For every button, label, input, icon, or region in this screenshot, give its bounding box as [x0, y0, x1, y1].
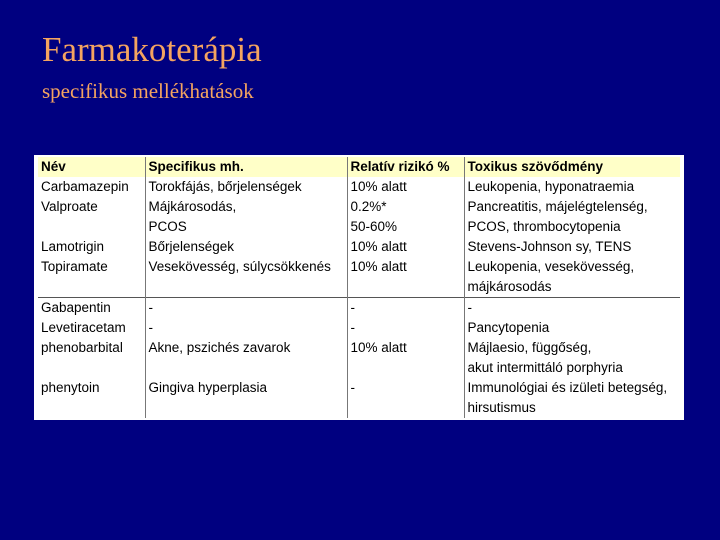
relative-risk: 10% alatt	[350, 179, 407, 194]
relative-risk: 50-60%	[350, 219, 398, 234]
toxic-complication: hirsutismus	[467, 400, 536, 415]
toxic-complication: májkárosodás	[467, 279, 552, 294]
drug-side-effects-table-panel	[34, 155, 684, 420]
header-name: Név	[38, 157, 145, 177]
table-row-group-2	[38, 298, 680, 419]
relative-risk: 0.2%*	[350, 199, 387, 214]
drug-name: Topiramate	[41, 259, 108, 274]
toxic-complication: -	[467, 300, 472, 315]
toxic-complication: Pancreatitis, májelégtelenség,	[467, 199, 648, 214]
toxic-complication: Májlaesio, függőség,	[467, 340, 592, 355]
header-specific-effect: Specifikus mh.	[145, 157, 347, 177]
toxic-complication: Stevens-Johnson sy, TENS	[467, 239, 632, 254]
slide-subtitle: specifikus mellékhatások	[42, 79, 254, 103]
specific-effect-cell	[145, 177, 347, 298]
toxic-complication: Leukopenia, vesekövesség,	[467, 259, 635, 274]
drug-side-effects-table	[38, 157, 680, 418]
specific-effect: Vesekövesség, súlycsökkenés	[148, 259, 331, 274]
slide-title: Farmakoterápia	[42, 30, 262, 69]
toxic-complication: Pancytopenia	[467, 320, 550, 335]
relative-risk-cell	[347, 298, 464, 419]
specific-effect: Májkárosodás,	[148, 199, 237, 214]
drug-name: phenytoin	[41, 380, 100, 395]
drug-name: Carbamazepin	[41, 179, 129, 194]
toxic-complication: PCOS, thrombocytopenia	[467, 219, 621, 234]
drug-name: Levetiracetam	[41, 320, 126, 335]
drug-name: Valproate	[41, 199, 98, 214]
toxic-complication: Leukopenia, hyponatraemia	[467, 179, 635, 194]
toxic-complication-cell	[464, 177, 680, 298]
specific-effect: Gingiva hyperplasia	[148, 380, 268, 395]
drug-name-cell	[38, 298, 145, 419]
specific-effect: Torokfájás, bőrjelenségek	[148, 179, 302, 194]
toxic-complication: Immunológiai és izületi betegség,	[467, 380, 668, 395]
relative-risk: 10% alatt	[350, 340, 407, 355]
specific-effect	[149, 358, 344, 378]
relative-risk: 10% alatt	[350, 239, 407, 254]
drug-name: phenobarbital	[41, 340, 123, 355]
toxic-complication: akut intermittáló porphyria	[467, 360, 623, 375]
drug-name	[41, 358, 142, 378]
table-header-row	[38, 157, 680, 177]
relative-risk: -	[350, 380, 355, 395]
specific-effect: -	[148, 300, 153, 315]
specific-effect: Bőrjelenségek	[148, 239, 235, 254]
relative-risk: 10% alatt	[350, 259, 407, 274]
table-row-group-1	[38, 177, 680, 298]
toxic-complication-cell	[464, 298, 680, 419]
relative-risk: -	[350, 300, 355, 315]
relative-risk-cell	[347, 177, 464, 298]
relative-risk: -	[350, 320, 355, 335]
drug-name	[41, 217, 142, 237]
specific-effect: PCOS	[148, 219, 187, 234]
header-relative-risk: Relatív rizikó %	[347, 157, 464, 177]
specific-effect: Akne, pszichés zavarok	[148, 340, 291, 355]
drug-name-cell	[38, 177, 145, 298]
specific-effect-cell	[145, 298, 347, 419]
specific-effect: -	[148, 320, 153, 335]
drug-name: Gabapentin	[41, 300, 111, 315]
relative-risk	[351, 358, 461, 378]
drug-name: Lamotrigin	[41, 239, 105, 254]
header-toxic-complication: Toxikus szövődmény	[464, 157, 680, 177]
